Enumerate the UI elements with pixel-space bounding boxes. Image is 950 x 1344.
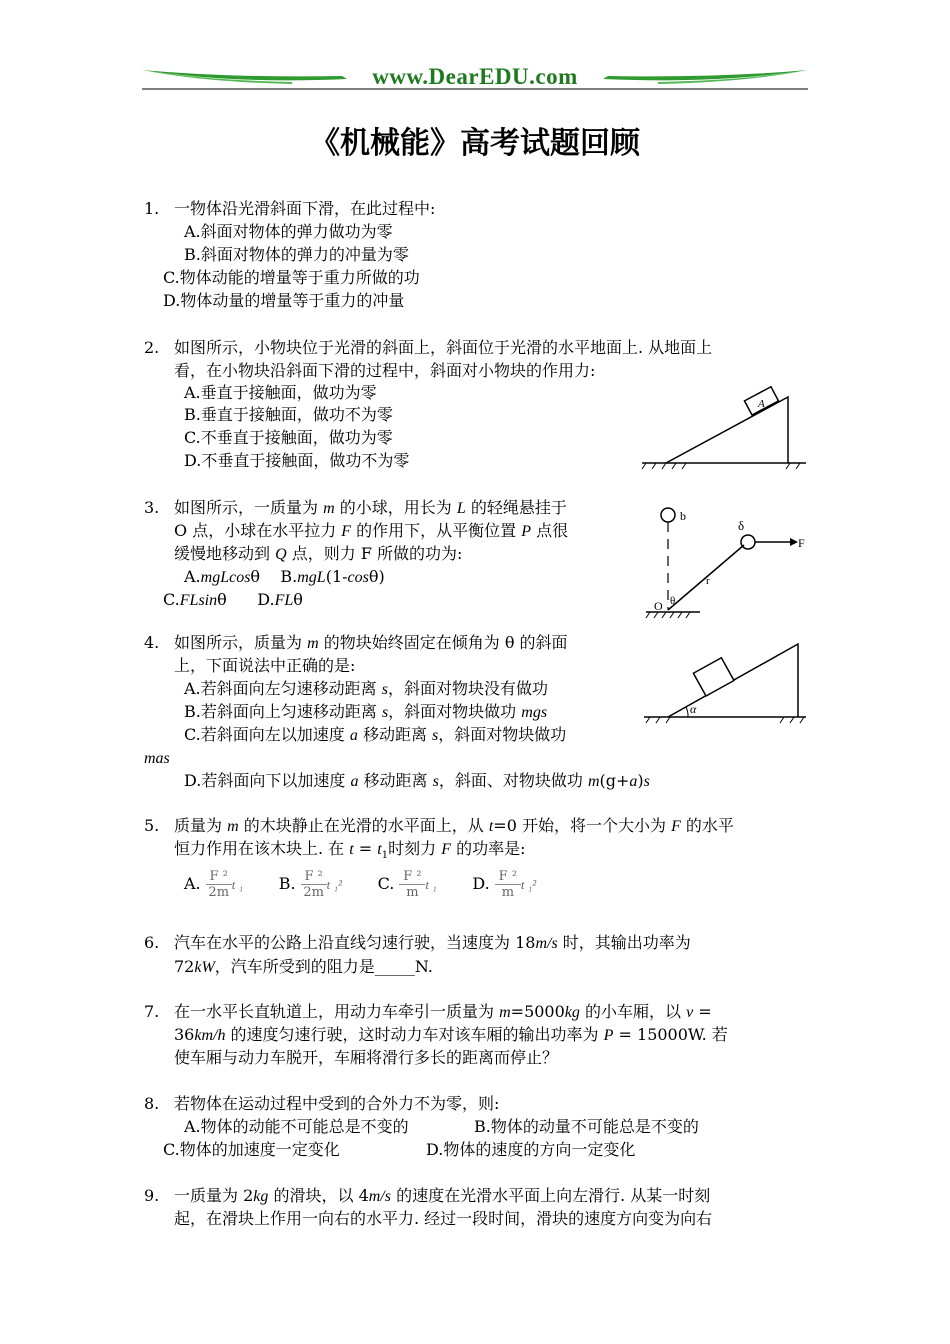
site-header <box>142 62 808 92</box>
question-8-stem: 若物体在运动过程中受到的合外力不为零，则: <box>174 1094 500 1113</box>
question-3-line-1: 如图所示，一质量为 m 的小球，用长为 L 的轻绳悬挂于 <box>174 498 567 517</box>
page-title: 《机械能》高考试题回顾 <box>310 126 640 161</box>
question-3-line-2: O 点，小球在水平拉力 F 的作用下，从平衡位置 P 点很 <box>174 521 569 540</box>
question-7-line-3: 使车厢与动力车脱开，车厢将滑行多长的距离而停止？ <box>174 1048 559 1067</box>
question-3-label-force: F <box>798 536 805 550</box>
question-8-option-d: D.物体的速度的方向一定变化 <box>426 1140 636 1159</box>
question-2-option-d: D.不垂直于接触面，做功不为零 <box>184 451 410 470</box>
question-7-line-1: 在一水平长直轨道上，用动力车牵引一质量为 m=5000kg 的小车厢，以 v = <box>174 1002 712 1021</box>
question-3-options-ab: A.mgLcosθ B.mgL(1-cosθ) <box>184 567 385 586</box>
question-3-number: 3. <box>144 498 160 517</box>
question-5-option-c: C. $\frac{\text{F ²}}{m}$ t ₁ <box>377 869 437 900</box>
question-4-option-b: B.若斜面向上匀速移动距离 s，斜面对物块做功 mgs <box>184 702 548 721</box>
question-8-number: 8. <box>144 1094 160 1113</box>
question-3-label-pivot: O <box>654 599 663 613</box>
question-9-line-2: 起，在滑块上作用一向右的水平力. 经过一段时间，滑块的速度方向变为向右 <box>174 1209 713 1228</box>
question-8-option-c: C.物体的加速度一定变化 <box>163 1140 340 1159</box>
question-2-line-2: 看，在小物块沿斜面下滑的过程中，斜面对小物块的作用力: <box>174 361 596 380</box>
question-2-number: 2. <box>144 338 160 357</box>
question-5-line-1: 质量为 m 的木块静止在光滑的水平面上，从 t=0 开始，将一个大小为 F 的水平 <box>174 816 734 835</box>
question-1-option-d: D.物体动量的增量等于重力的冲量 <box>163 291 405 310</box>
question-6-answer-blank[interactable]: _____ <box>374 957 415 976</box>
question-4-option-a: A.若斜面向左匀速移动距离 s，斜面对物块没有做功 <box>184 679 548 698</box>
question-2-option-b: B.垂直于接触面，做功不为零 <box>184 405 393 424</box>
question-3-line-3: 缓慢地移动到 Q 点，则力 F 所做的功为: <box>174 544 463 563</box>
question-2-incline-figure <box>640 385 810 471</box>
question-5-option-a: A. $\frac{\text{F ²}}{2m}$ t ₁ <box>184 869 244 900</box>
question-3-label-rope: r <box>706 575 710 587</box>
question-4-line-1: 如图所示，质量为 m 的物块始终固定在倾角为 θ 的斜面 <box>174 633 568 652</box>
question-6-line-2: 72kW，汽车所受到的阻力是_____N. <box>174 957 433 976</box>
question-9-number: 9. <box>144 1186 160 1205</box>
question-5-option-d: D. $\frac{\text{F ²}}{m}$ t ₁² <box>472 869 537 900</box>
question-4-option-c-continued: mas <box>144 750 170 767</box>
question-4-option-d: D.若斜面向下以加速度 a 移动距离 s，斜面、对物块做功 m(g+a)s <box>184 771 650 790</box>
question-1-number: 1. <box>144 199 160 218</box>
question-3-pendulum-figure <box>640 500 810 625</box>
question-3-label-angle: θ <box>670 595 676 607</box>
question-2-block-label: A <box>758 398 765 410</box>
question-9-line-1: 一质量为 2kg 的滑块，以 4m/s 的速度在光滑水平面上向左滑行. 从某一时刻 <box>174 1186 711 1205</box>
question-4-line-2: 上，下面说法中正确的是: <box>174 656 356 675</box>
question-6-number: 6. <box>144 933 160 952</box>
question-1-option-b: B.斜面对物体的弹力的冲量为零 <box>184 245 409 264</box>
question-1-stem: 一物体沿光滑斜面下滑，在此过程中: <box>174 199 436 218</box>
question-8-option-b: B.物体的动量不可能总是不变的 <box>474 1117 699 1136</box>
question-5-option-b: B. $\frac{\text{F ²}}{2m}$ t ₁² <box>278 869 342 900</box>
question-4-angle-label: α <box>690 702 697 716</box>
question-6-line-1: 汽车在水平的公路上沿直线匀速行驶，当速度为 18m/s 时，其输出功率为 <box>174 933 691 952</box>
question-1-option-c: C.物体动能的增量等于重力所做的功 <box>163 268 420 287</box>
question-4-incline-figure <box>640 640 810 724</box>
question-5-number: 5. <box>144 816 160 835</box>
question-5-options <box>184 862 536 906</box>
question-3-label-top: b <box>680 509 686 523</box>
question-2-option-c: C.不垂直于接触面，做功为零 <box>184 428 393 447</box>
site-name[interactable]: www.DearEDU.com <box>372 64 578 89</box>
question-2-option-a: A.垂直于接触面，做功为零 <box>184 383 377 402</box>
question-7-number: 7. <box>144 1002 160 1021</box>
question-5-line-2: 恒力作用在该木块上. 在 $t = t_1$时刻力 F 的功率是: <box>174 839 526 862</box>
question-2-line-1: 如图所示，小物块位于光滑的斜面上，斜面位于光滑的水平地面上. 从地面上 <box>174 338 713 357</box>
question-3-options-cd: C.FLsinθ D.FLθ <box>163 590 303 609</box>
question-4-number: 4. <box>144 633 160 652</box>
question-4-option-c: C.若斜面向左以加速度 a 移动距离 s，斜面对物块做功 <box>184 725 567 744</box>
question-7-line-2: 36km/h 的速度匀速行驶，这时动力车对该车厢的输出功率为 P = 15000W. 若 <box>174 1025 728 1044</box>
question-1-option-a: A.斜面对物体的弹力做功为零 <box>184 222 393 241</box>
question-8-option-a: A.物体的动能不可能总是不变的 <box>184 1117 409 1136</box>
question-3-label-right: δ <box>738 518 745 533</box>
